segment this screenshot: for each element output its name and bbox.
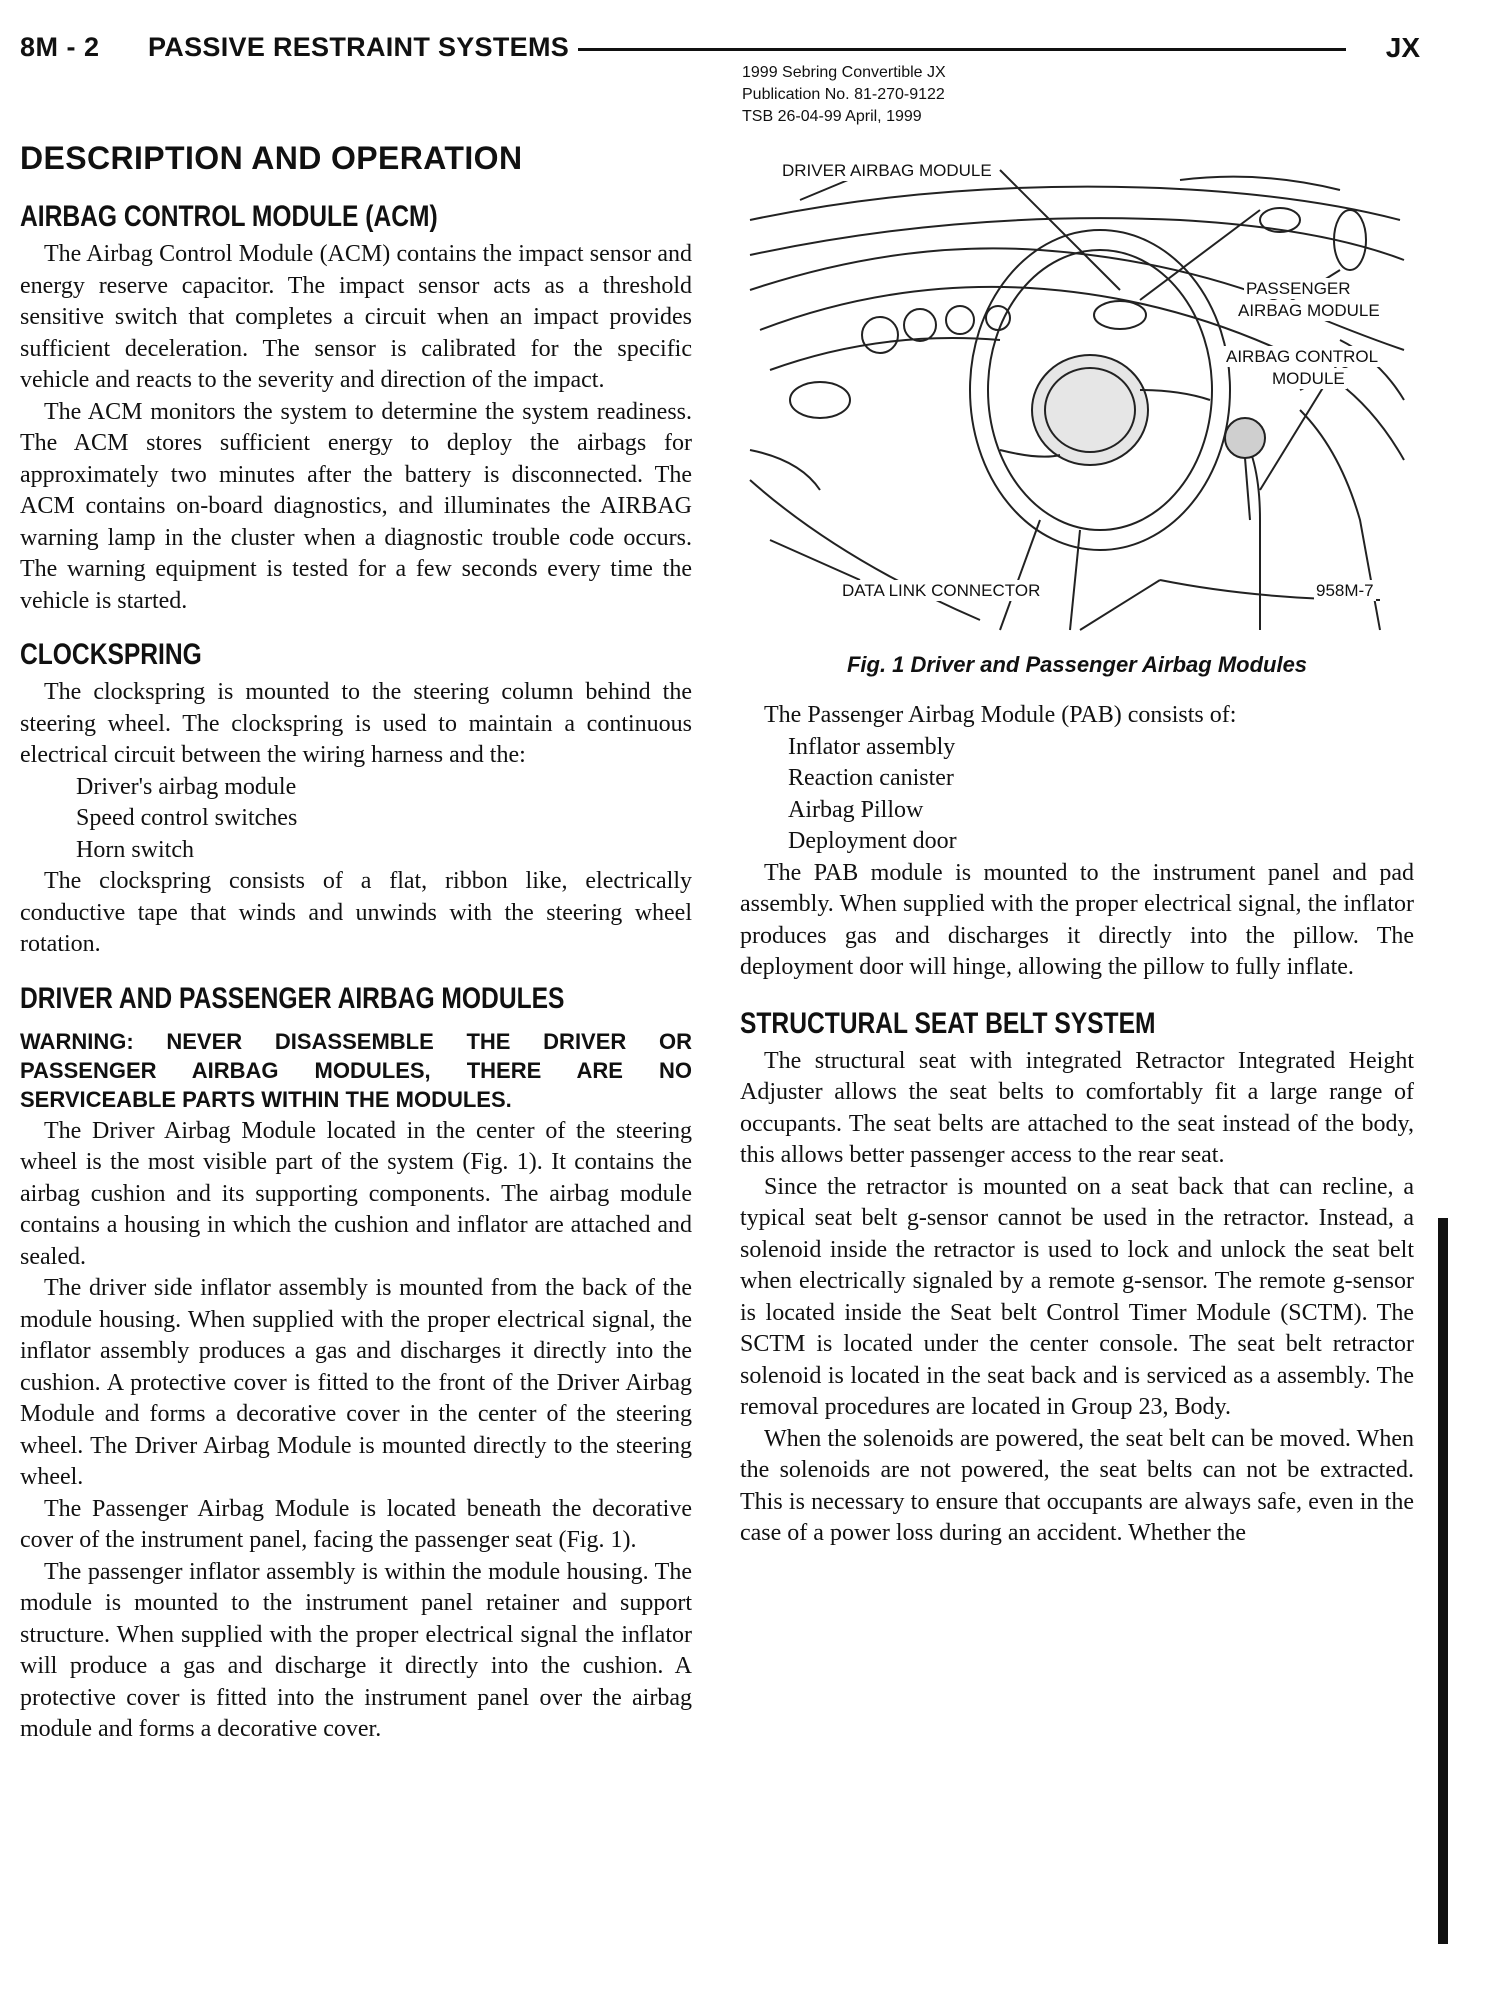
list-item: Airbag Pillow	[788, 796, 924, 823]
section-group-title: PASSIVE RESTRAINT SYSTEMS	[148, 32, 570, 62]
airbag-illustration	[740, 160, 1414, 640]
modules-paragraph-3: The Passenger Airbag Module is located beneath the decorative cover of the instrument panel, facing the passenger seat (Fig. 1).	[20, 1495, 692, 1553]
page-code: 8M - 2	[20, 32, 100, 62]
label-passenger: PASSENGER	[1246, 279, 1351, 298]
clockspring-paragraph-2: The clockspring consists of a flat, ribbon like, electrically conductive tape that winds and unwinds with the steering wheel rotation.	[20, 868, 692, 957]
model-id: JX	[1385, 32, 1420, 63]
label-driver-airbag-module: DRIVER AIRBAG MODULE	[782, 161, 992, 180]
list-item: Inflator assembly	[788, 733, 956, 760]
page-title: DESCRIPTION AND OPERATION	[20, 140, 523, 176]
stamp-line-2: Publication No. 81-270-9122	[742, 86, 945, 103]
clockspring-list	[20, 772, 692, 867]
list-item: Speed control switches	[76, 805, 298, 831]
clockspring-heading: CLOCKSPRING	[20, 638, 202, 671]
publication-stamp	[742, 62, 1042, 128]
label-airbag-control: AIRBAG CONTROL	[1226, 347, 1379, 366]
acm-paragraph-2: The ACM monitors the system to determine the system readiness. The ACM stores sufficient energy to deploy the airbags for approximately two minutes after the battery is disconnected. The ACM contains on-board diagnostics, and illuminates the AIRBAG warning lamp in the cluster when a diagnostic trouble code occurs. The warning equipment is tested for a few seconds every time the vehicle is started.	[20, 398, 692, 614]
left-column	[20, 140, 692, 1746]
seatbelt-paragraph-2: Since the retractor is mounted on a seat back that can recline, a typical seat belt g-sensor cannot be used in the retractor. Instead, a solenoid inside the retractor is used to lock and unlock the seat belt when electrically signaled by a remote g-sensor. The remote g-sensor is located inside the Seat belt Control Timer Module (SCTM). The SCTM is located under the center console. The seat belt retractor solenoid is located in the seat back and is serviced as a assembly. The removal procedures are located in Group 23, Body.	[740, 1173, 1414, 1420]
header-rule	[578, 48, 1346, 51]
clockspring-paragraph-1: The clockspring is mounted to the steering column behind the steering wheel. The clockspring is used to maintain a continuous electrical circuit between the wiring harness and the:	[20, 679, 692, 768]
stamp-line-1: 1999 Sebring Convertible JX	[742, 64, 946, 81]
seatbelt-heading: STRUCTURAL SEAT BELT SYSTEM	[740, 1006, 1156, 1040]
acm-paragraph-1: The Airbag Control Module (ACM) contains the impact sensor and energy reserve capacitor. The impact sensor acts as a threshold sensitive switch that completes a circuit when an impact provides sufficient deceleration. The sensor is calibrated for the specific vehicle and reacts to the severity and direction of the impact.	[20, 241, 692, 393]
label-airbag-module: AIRBAG MODULE	[1238, 301, 1380, 320]
list-item: Driver's airbag module	[76, 773, 297, 800]
label-module: MODULE	[1272, 369, 1345, 388]
stamp-line-3: TSB 26-04-99 April, 1999	[742, 108, 922, 125]
acm-heading: AIRBAG CONTROL MODULE (ACM)	[20, 200, 438, 233]
right-column	[740, 700, 1414, 1550]
modules-paragraph-4: The passenger inflator assembly is within the module housing. The module is mounted to the instrument panel retainer and support structure. When supplied with the proper electrical signal the inflator will produce a gas and discharge it directly into the cushion. A protective cover is fitted into the instrument panel over the airbag module and forms a decorative cover.	[20, 1558, 692, 1742]
list-item: Reaction canister	[788, 765, 954, 791]
list-item: Horn switch	[76, 836, 194, 863]
page-header	[20, 32, 1420, 72]
label-data-link-connector: DATA LINK CONNECTOR	[842, 581, 1041, 600]
change-bar	[1438, 1218, 1448, 1944]
seatbelt-paragraph-3: When the solenoids are powered, the seat belt can be moved. When the solenoids are not powered, the seat belts can not be extracted. This is necessary to ensure that occupants are always safe, even in the case of a power loss during an accident. Whether the	[740, 1425, 1414, 1546]
pab-mounting-paragraph: The PAB module is mounted to the instrument panel and pad assembly. When supplied with the proper electrical signal, the inflator produces gas and discharges it directly into the pillow. The deployment door will hinge, allowing the pillow to fully inflate.	[740, 859, 1414, 980]
warning-text: WARNING: NEVER DISASSEMBLE THE DRIVER OR PASSENGER AIRBAG MODULES, THERE ARE NO SERVICEABLE PARTS WITHIN THE MODULES.	[20, 1028, 692, 1112]
modules-paragraph-1: The Driver Airbag Module located in the center of the steering wheel is the most visible part of the system (Fig. 1). It contains the airbag cushion and its supporting components. The airbag module contains a housing in which the cushion and inflator are attached and sealed.	[20, 1117, 692, 1270]
list-item: Deployment door	[788, 828, 957, 854]
figure-1	[740, 160, 1414, 640]
label-figure-code: 958M-7	[1316, 581, 1374, 600]
pab-list	[740, 732, 1414, 858]
modules-paragraph-2: The driver side inflator assembly is mounted from the back of the module housing. When supplied with the proper electrical signal, the inflator assembly produces a gas and discharges it directly into the cushion. A protective cover is fitted to the front of the Driver Airbag Module and forms a decorative cover in the center of the steering wheel. The Driver Airbag Module is mounted directly to the steering wheel.	[20, 1275, 692, 1490]
seatbelt-paragraph-1: The structural seat with integrated Retractor Integrated Height Adjuster allows the seat belts to comfortably fit a large range of occupants. The seat belts are attached to the seat instead of the body, this allows better passenger access to the rear seat.	[740, 1047, 1414, 1168]
pab-intro: The Passenger Airbag Module (PAB) consists of:	[764, 702, 1237, 728]
modules-heading: DRIVER AND PASSENGER AIRBAG MODULES	[20, 981, 565, 1015]
figure-caption: Fig. 1 Driver and Passenger Airbag Modules	[846, 652, 1308, 677]
